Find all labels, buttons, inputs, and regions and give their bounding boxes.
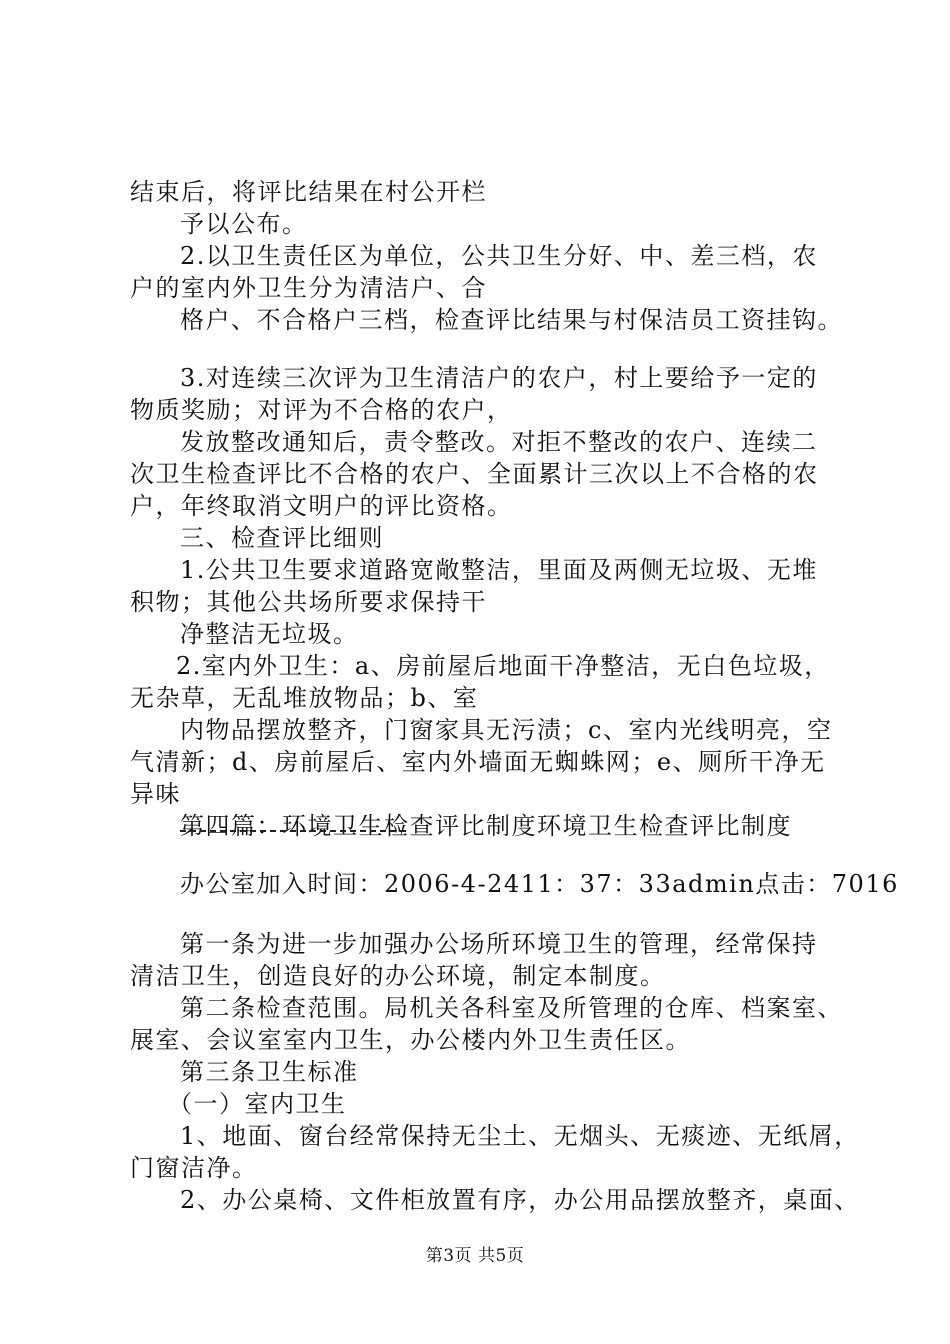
text-line: 结束后，将评比结果在村公开栏 [130, 178, 487, 206]
text-line: 户，年终取消文明户的评比资格。 [130, 492, 513, 520]
text-line: 予以公布。 [180, 210, 308, 238]
text-line: 格户、不合格户三档，检查评比结果与村保洁员工资挂钩。 [180, 306, 843, 334]
text-line: 门窗洁净。 [130, 1154, 258, 1182]
text-line: （一）室内卫生 [168, 1090, 347, 1118]
text-line: 积物；其他公共场所要求保持干 [130, 588, 487, 616]
chapter-heading: 第四篇：环境卫生检查评比制度环境卫生检查评比制度 [180, 812, 792, 840]
text-line: 1.公共卫生要求道路宽敞整洁，里面及两侧无垃圾、无堆 [180, 556, 818, 584]
text-line: 物质奖励；对评为不合格的农户， [130, 396, 513, 424]
text-line: 次卫生检查评比不合格的农户、全面累计三次以上不合格的农 [130, 460, 819, 488]
text-line: 2.室内外卫生：a、房前屋后地面干净整洁，无白色垃圾， [176, 652, 830, 680]
text-line: 户的室内外卫生分为清洁户、合 [130, 274, 487, 302]
text-line: 展室、会议室室内卫生，办公楼内外卫生责任区。 [130, 1026, 691, 1054]
text-line: 内物品摆放整齐，门窗家具无污渍；c、室内光线明亮，空 [180, 716, 833, 744]
page-footer: 第3页 共5页 [425, 1246, 525, 1266]
text-line: 气清新；d、房前屋后、室内外墙面无蜘蛛网；e、厕所干净无 [130, 748, 826, 776]
text-line: 发放整改通知后，责令整改。对拒不整改的农户、连续二 [180, 428, 818, 456]
text-line: 1、地面、窗台经常保持无尘土、无烟头、无痰迹、无纸屑， [180, 1122, 860, 1150]
text-line: 异味 [130, 780, 181, 808]
text-line: 2.以卫生责任区为单位，公共卫生分好、中、差三档，农 [180, 242, 818, 270]
dashed-divider [180, 830, 406, 832]
text-line: 无杂草，无乱堆放物品；b、室 [130, 684, 479, 712]
text-line: 清洁卫生，创造良好的办公环境，制定本制度。 [130, 962, 666, 990]
meta-line: 办公室加入时间：2006-4-2411：37：33admin点击：7016 [180, 870, 899, 898]
text-line: 第二条检查范围。局机关各科室及所管理的仓库、档案室、 [180, 994, 843, 1022]
text-line: 第三条卫生标准 [180, 1058, 359, 1086]
section-heading: 三、检查评比细则 [180, 524, 384, 552]
text-line: 3.对连续三次评为卫生清洁户的农户，村上要给予一定的 [180, 364, 818, 392]
text-line: 2、办公桌椅、文件柜放置有序，办公用品摆放整齐，桌面、 [180, 1186, 860, 1214]
text-line: 第一条为进一步加强办公场所环境卫生的管理，经常保持 [180, 930, 818, 958]
text-line: 净整洁无垃圾。 [180, 620, 359, 648]
